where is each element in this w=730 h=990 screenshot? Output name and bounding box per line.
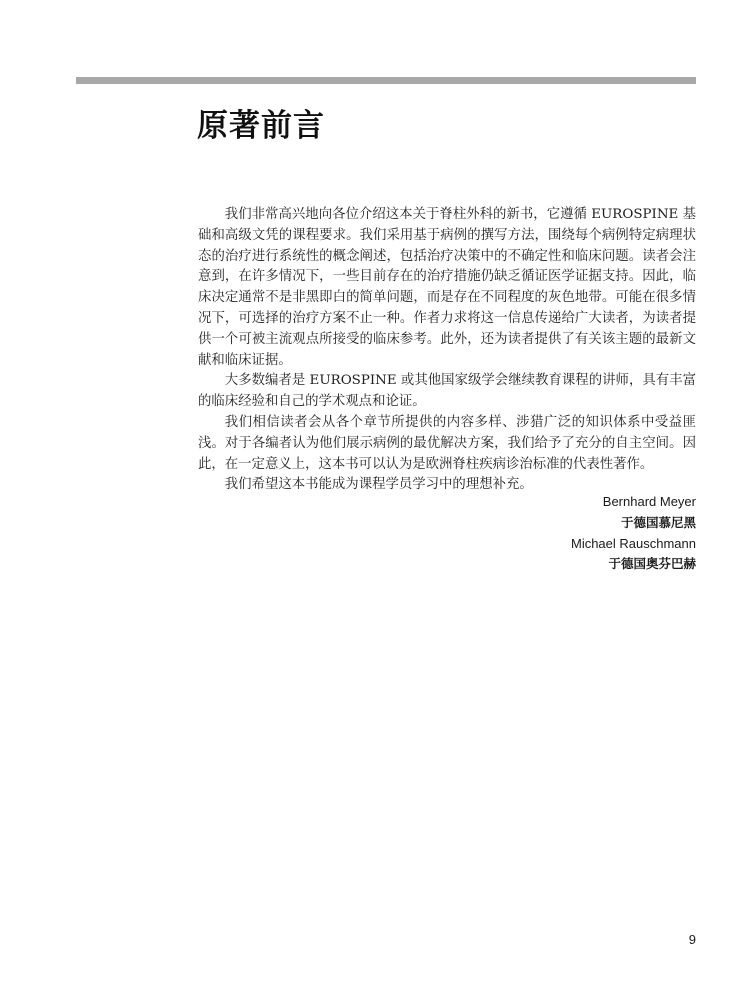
preface-body — [198, 205, 696, 496]
signature-place-2: 于德国奥芬巴赫 — [608, 556, 696, 572]
preface-paragraph-1: 我们非常高兴地向各位介绍这本关于脊柱外科的新书，它遵循 EUROSPINE 基础和高级文凭的课程要求。我们采用基于病例的撰写方法，围绕每个病例特定病理状态的治疗进行系统性的概念阐述，包括治疗决策中的不确定性和临床问题。读者会注意到，在许多情况下，一些目前存在的治疗措施仍缺乏循证医学证据支持。因此，临床决定通常不是非黑即白的简单问题，而是存在不同程度的灰色地带。可能在很多情况下，可选择的治疗方案不止一种。作者力求将这一信息传递给广大读者，为读者提供一个可被主流观点所接受的临床参考。此外，还为读者提供了有关该主题的最新文献和临床证据。 — [198, 207, 696, 368]
signature-place-1: 于德国慕尼黑 — [620, 514, 696, 530]
preface-paragraph-4: 我们希望这本书能成为课程学员学习中的理想补充。 — [224, 477, 533, 493]
page-number: 9 — [688, 932, 696, 947]
page-title: 原著前言 — [197, 108, 325, 144]
preface-paragraph-2: 大多数编者是 EUROSPINE 或其他国家级学会继续教育课程的讲师，具有丰富的临床经验和自己的学术观点和论证。 — [198, 373, 696, 410]
signature-name-2: Michael Rauschmann — [570, 535, 696, 551]
signature-block — [571, 492, 696, 575]
preface-paragraph-3: 我们相信读者会从各个章节所提供的内容多样、涉猎广泛的知识体系中受益匪浅。对于各编者认为他们展示病例的最优解决方案，我们给予了充分的自主空间。因此，在一定意义上，这本书可以认为是欧洲脊柱疾病诊治标准的代表性著作。 — [198, 414, 696, 472]
signature-name-1: Bernhard Meyer — [602, 494, 696, 509]
top-rule-divider — [76, 77, 696, 84]
